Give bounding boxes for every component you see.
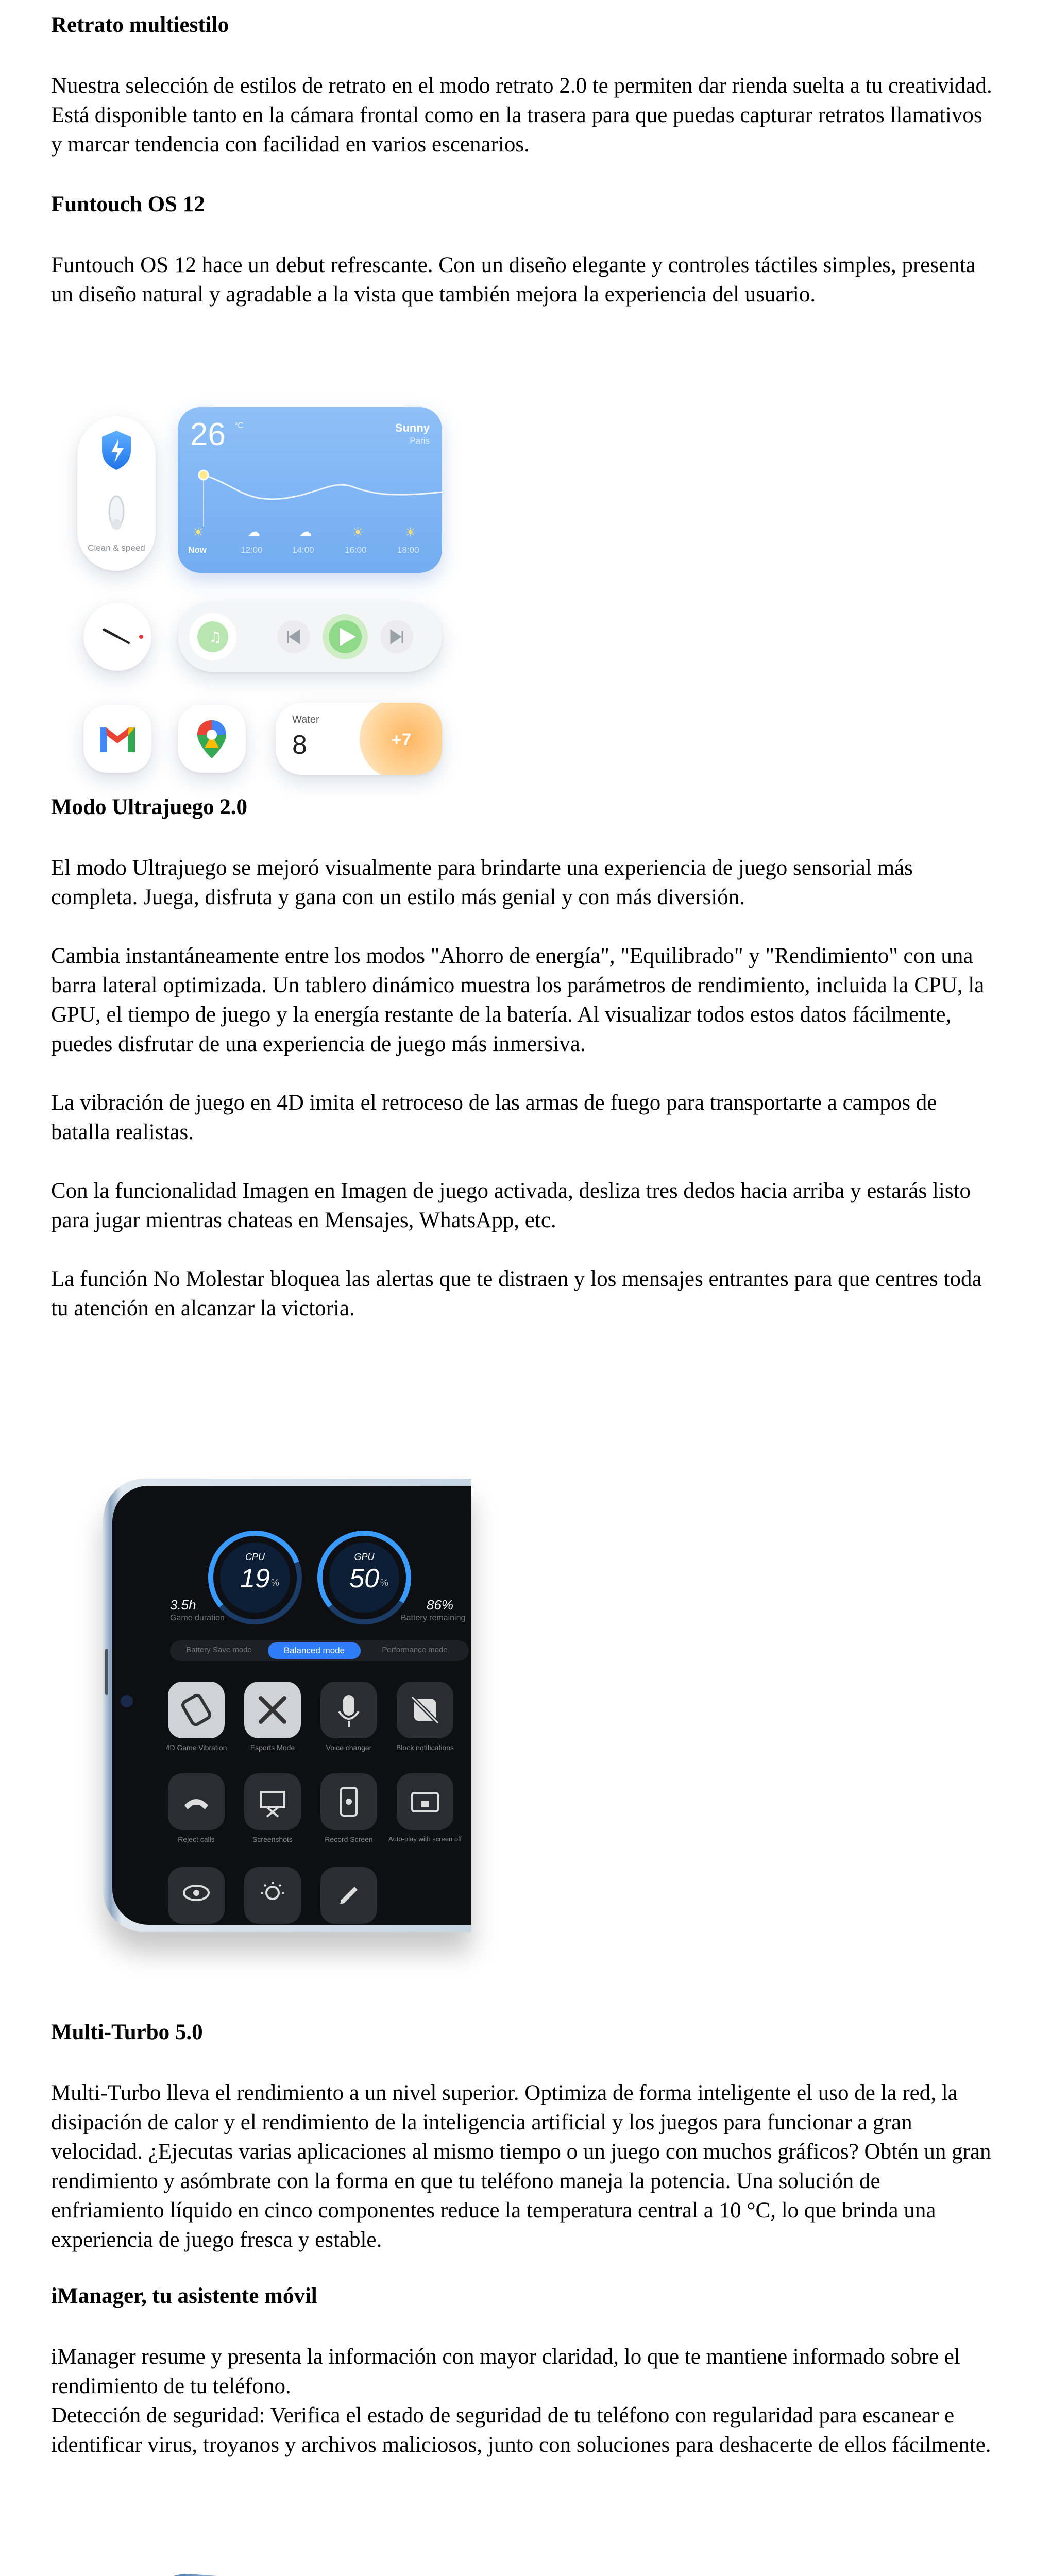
tool-label: Esports Mode xyxy=(250,1743,295,1752)
section-ultrajuego xyxy=(51,793,994,821)
water-label: Water xyxy=(292,714,319,725)
section-multiturbo-body xyxy=(51,2078,994,2255)
section-title: Retrato multiestilo xyxy=(51,13,229,37)
pencil-icon[interactable] xyxy=(320,1867,377,1924)
gpu-label: GPU xyxy=(354,1552,375,1562)
mode-switch[interactable] xyxy=(170,1640,469,1661)
clock-widget xyxy=(83,603,151,671)
maps-icon xyxy=(178,705,246,773)
paragraph: La vibración de juego en 4D imita el retroceso de las armas de fuego para transportarte a campos de batalla realistas. xyxy=(51,1091,937,1144)
weather-condition: Sunny xyxy=(395,421,430,434)
paragraph: La función No Molestar bloquea las alertas que te distraen y los mensajes entrantes para que centres toda tu atención en alcanzar la victoria. xyxy=(51,1267,982,1320)
section-imanager-body xyxy=(51,2342,994,2460)
tool-label: 4D Game Vibration xyxy=(165,1743,227,1752)
water-add-button: +7 xyxy=(391,730,412,750)
gpu-value: 50 xyxy=(349,1564,379,1594)
imanager-phone-image xyxy=(103,2571,484,2576)
paragraph: Funtouch OS 12 hace un debut refrescante. Con un diseño elegante y controles táctiles simples, presenta un diseño natural y agradable a la vista que también mejora la experiencia del usuario. xyxy=(51,253,976,307)
weather-temp: 26 xyxy=(190,417,226,452)
section-ultrajuego-body xyxy=(51,853,994,1323)
clock-icon xyxy=(83,603,151,671)
auto-play-button[interactable] xyxy=(397,1773,453,1830)
cpu-value: 19 xyxy=(240,1564,270,1594)
forecast-time: 16:00 xyxy=(345,545,367,555)
block-notifications-button[interactable] xyxy=(397,1682,453,1738)
mode-balanced[interactable]: Balanced mode xyxy=(268,1642,361,1659)
tool-label: Record Screen xyxy=(325,1835,373,1843)
brightness-icon[interactable] xyxy=(244,1867,301,1924)
clean-speed-label: Clean & speed xyxy=(88,543,145,553)
weather-widget xyxy=(178,407,442,573)
vibration-tool-button[interactable] xyxy=(168,1682,225,1738)
sun-icon: ☀ xyxy=(352,524,364,540)
voice-changer-button[interactable] xyxy=(320,1682,377,1738)
weather-city: Paris xyxy=(410,436,430,446)
section-funtouch-body xyxy=(51,250,994,309)
paragraph: Detección de seguridad: Verifica el estado de seguridad de tu teléfono con regularidad para escanear e identificar virus, troyanos y archivos maliciosos, junto con soluciones para deshacerte de ellos fácilmente. xyxy=(51,2403,991,2457)
section-title: Funtouch OS 12 xyxy=(51,192,205,216)
forecast-time: 12:00 xyxy=(241,545,263,555)
forecast-time: Now xyxy=(188,545,207,555)
clean-speed-widget xyxy=(77,416,156,571)
section-multiturbo xyxy=(51,2019,994,2046)
tool-label: Reject calls xyxy=(178,1835,215,1843)
section-title: Modo Ultrajuego 2.0 xyxy=(51,795,247,819)
paragraph: Multi-Turbo lleva el rendimiento a un nivel superior. Optimiza de forma inteligente el uso de la red, la disipación de calor y el rendimiento de la inteligencia artificial y los juegos para funcionar a gran velocidad. ¿Ejecutas varias aplicaciones al mismo tiempo o un juego con muchos gráficos? Obtén un gran rendimiento y asómbrate con la forma en que tu teléfono maneja la potencia. Una solución de enfriamiento líquido en cinco componentes reduce la temperatura central a 10 °C, lo que brinda una experiencia de juego fresca y estable. xyxy=(51,2081,991,2252)
cloud-icon: ☁ xyxy=(248,525,260,539)
mode-performance[interactable]: Performance mode xyxy=(382,1646,448,1654)
music-controls xyxy=(178,602,442,672)
game-panel-screen xyxy=(112,1486,471,1925)
funtouch-widgets-image xyxy=(77,407,443,783)
forecast-time: 14:00 xyxy=(292,545,314,555)
section-imanager xyxy=(51,2282,994,2310)
forecast-time: 18:00 xyxy=(397,545,419,555)
sun-icon: ☀ xyxy=(404,524,417,540)
water-widget xyxy=(276,703,442,775)
paragraph: El modo Ultrajuego se mejoró visualmente para brindarte una experiencia de juego sensorial más completa. Juega, disfruta y gana con un estilo más genial y con más diversión. xyxy=(51,856,913,909)
section-title: iManager, tu asistente móvil xyxy=(51,2284,317,2308)
eye-icon[interactable] xyxy=(168,1867,225,1924)
gpu-unit: % xyxy=(380,1578,389,1588)
weather-unit: °C xyxy=(234,421,244,430)
water-value: 8 xyxy=(292,730,307,760)
paragraph: Con la funcionalidad Imagen en Imagen de juego activada, desliza tres dedos hacia arriba y estarás listo para jugar mientras chateas en Mensajes, WhatsApp, etc. xyxy=(51,1179,971,1232)
paragraph: Nuestra selección de estilos de retrato en el modo retrato 2.0 te permiten dar rienda suelta a tu creatividad. Está disponible tanto en la cámara frontal como en la trasera para que puedas capturar retratos llamativos y marcar tendencia con facilidad en varios escenarios. xyxy=(51,74,992,157)
tool-label: Voice changer xyxy=(326,1743,372,1752)
paragraph: iManager resume y presenta la información con mayor claridad, lo que te mantiene informado sobre el rendimiento de tu teléfono. xyxy=(51,2345,960,2398)
cloud-icon: ☁ xyxy=(299,525,312,539)
tool-label: Screenshots xyxy=(252,1835,293,1843)
battery-value: 86% xyxy=(427,1597,454,1613)
tool-label: Auto-play with screen off xyxy=(388,1835,462,1843)
section-retrato xyxy=(51,11,994,39)
game-duration-label: Game duration xyxy=(170,1614,225,1622)
section-retrato-body xyxy=(51,71,994,159)
game-duration-value: 3.5h xyxy=(170,1597,196,1613)
battery-label: Battery remaining xyxy=(401,1614,466,1622)
sun-icon: ☀ xyxy=(192,524,205,540)
record-screen-button[interactable] xyxy=(320,1773,377,1830)
paragraph: Cambia instantáneamente entre los modos "Ahorro de energía", "Equilibrado" y "Rendimiento" con una barra lateral optimizada. Un tablero dinámico muestra los parámetros de rendimiento, incluida la CPU, la GPU, el tiempo de juego y la energía restante de la batería. Al visualizar todos estos datos fácilmente, puedes disfrutar de una experiencia de juego más inmersiva. xyxy=(51,944,985,1056)
tool-label: Block notifications xyxy=(396,1743,454,1752)
music-widget xyxy=(178,602,442,672)
esports-tool-button[interactable] xyxy=(244,1682,301,1738)
gmail-icon xyxy=(83,705,151,773)
ultragame-phone-image xyxy=(103,1479,471,1968)
screenshot-button[interactable] xyxy=(244,1773,301,1830)
cpu-label: CPU xyxy=(245,1552,265,1562)
mode-battery-save[interactable]: Battery Save mode xyxy=(186,1646,252,1654)
cpu-unit: % xyxy=(271,1578,280,1588)
section-title: Multi-Turbo 5.0 xyxy=(51,2020,203,2044)
front-camera-icon xyxy=(121,1695,133,1707)
section-funtouch xyxy=(51,191,994,218)
svg-text:♫: ♫ xyxy=(209,629,222,646)
reject-calls-button[interactable] xyxy=(168,1773,225,1830)
